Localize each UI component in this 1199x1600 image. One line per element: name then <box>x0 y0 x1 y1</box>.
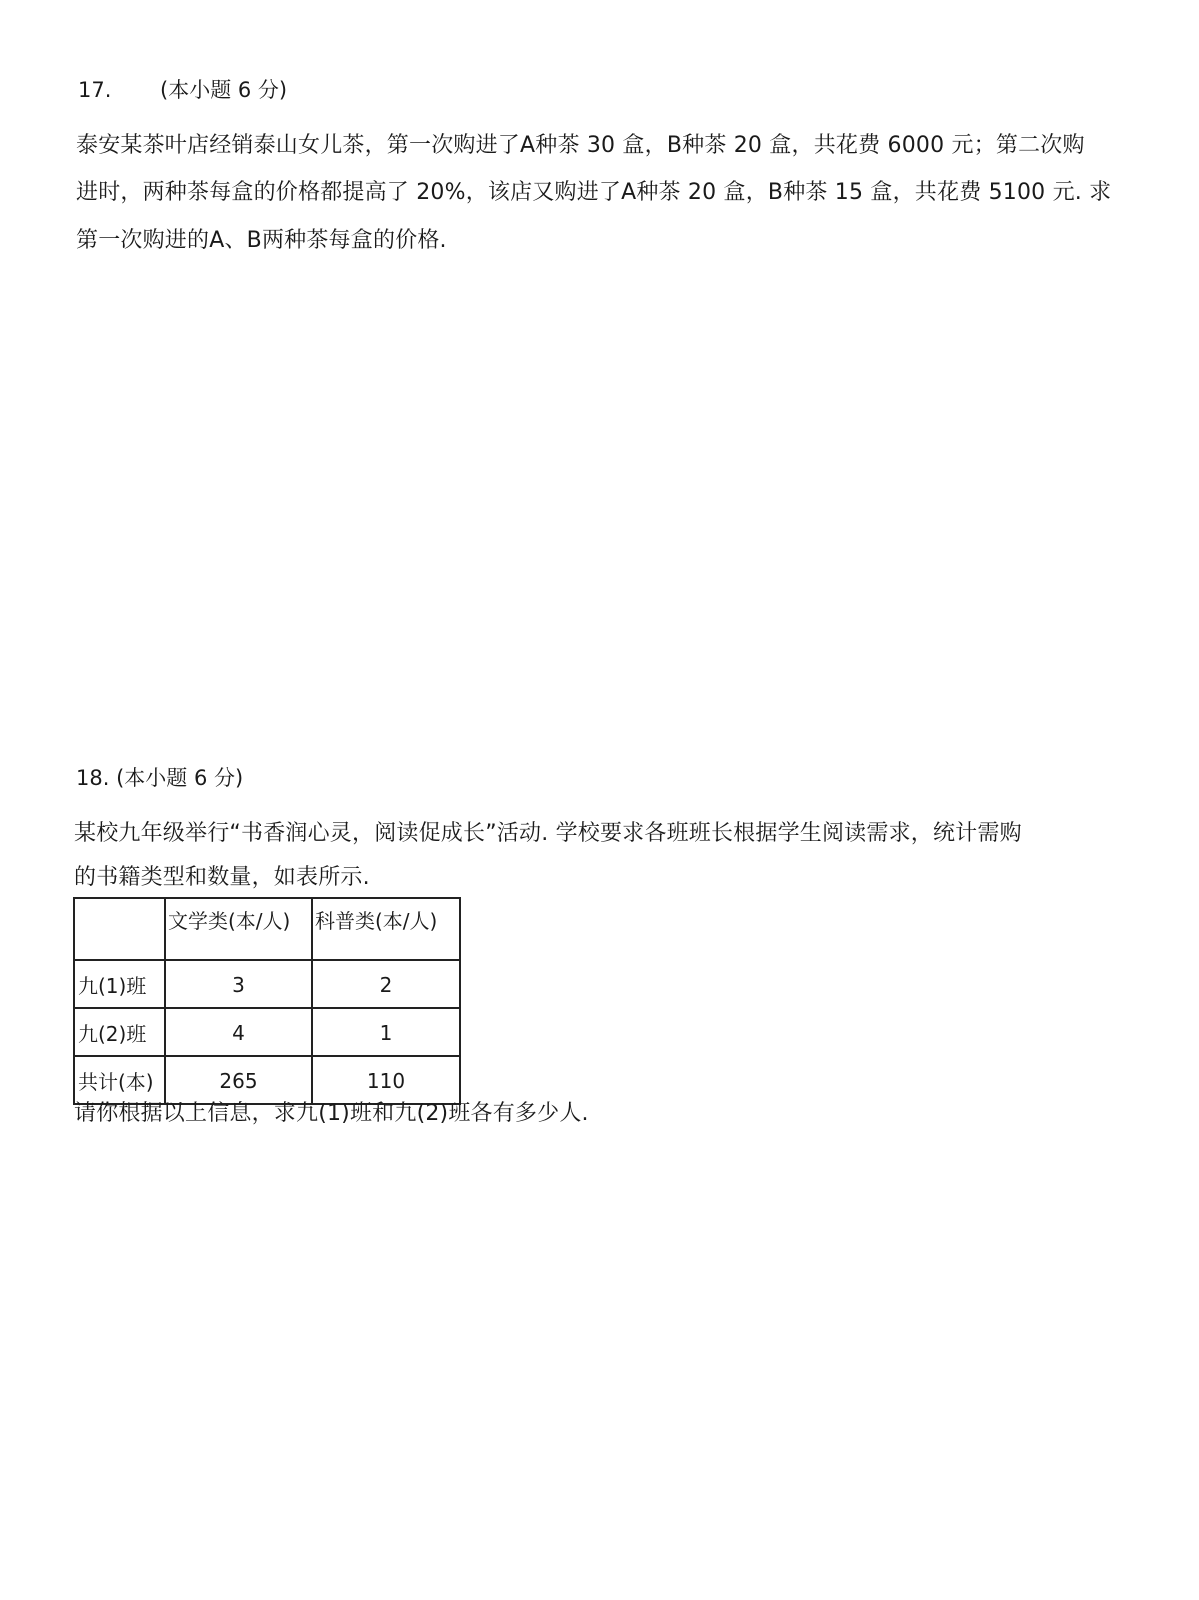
table-row <box>74 1056 460 1104</box>
problem-text-line: 第一次购进的A、B两种茶每盒的价格. <box>76 228 447 253</box>
cell-value: 1 <box>379 1021 393 1045</box>
table-cell <box>165 1056 312 1104</box>
question-score: (本小题 6 分) <box>160 78 288 102</box>
table-cell <box>312 960 460 1008</box>
question-prompt: 请你根据以上信息，求九(1)班和九(2)班各有多少人. <box>74 1101 589 1126</box>
problem-text-line: 泰安某茶叶店经销泰山女儿茶，第一次购进了A种茶 30 盒，B种茶 20 盒，共花费 6000 元；第二次购 <box>76 133 1085 158</box>
problem-text-line: 的书籍类型和数量，如表所示. <box>74 865 370 890</box>
table-corner-cell <box>74 898 165 960</box>
column-header-science: 科普类(本/人) <box>312 898 460 960</box>
question-header: 18. (本小题 6 分) <box>76 766 244 790</box>
column-header-literature: 文学类(本/人) <box>165 898 312 960</box>
problem-text-line: 某校九年级举行“书香润心灵，阅读促成长”活动. 学校要求各班班长根据学生阅读需求，统计需购 <box>74 821 1022 846</box>
cell-value: 4 <box>232 1021 245 1045</box>
table-row <box>74 960 460 1008</box>
table-header-row <box>74 898 460 960</box>
table-cell <box>165 1008 312 1056</box>
row-label: 共计(本) <box>74 1056 165 1104</box>
cell-value: 3 <box>232 973 245 997</box>
table-cell <box>165 960 312 1008</box>
table-cell <box>312 1056 460 1104</box>
books-table <box>73 897 461 1105</box>
table-row <box>74 1008 460 1056</box>
row-label: 九(2)班 <box>74 1008 165 1056</box>
cell-value: 110 <box>366 1069 406 1093</box>
question-number: 17. <box>78 78 112 102</box>
row-label: 九(1)班 <box>74 960 165 1008</box>
table-cell <box>312 1008 460 1056</box>
cell-value: 2 <box>379 973 393 997</box>
cell-value: 265 <box>219 1069 258 1093</box>
problem-text-line: 进时，两种茶每盒的价格都提高了 20%，该店又购进了A种茶 20 盒，B种茶 15 盒，共花费 5100 元. 求 <box>76 180 1112 205</box>
